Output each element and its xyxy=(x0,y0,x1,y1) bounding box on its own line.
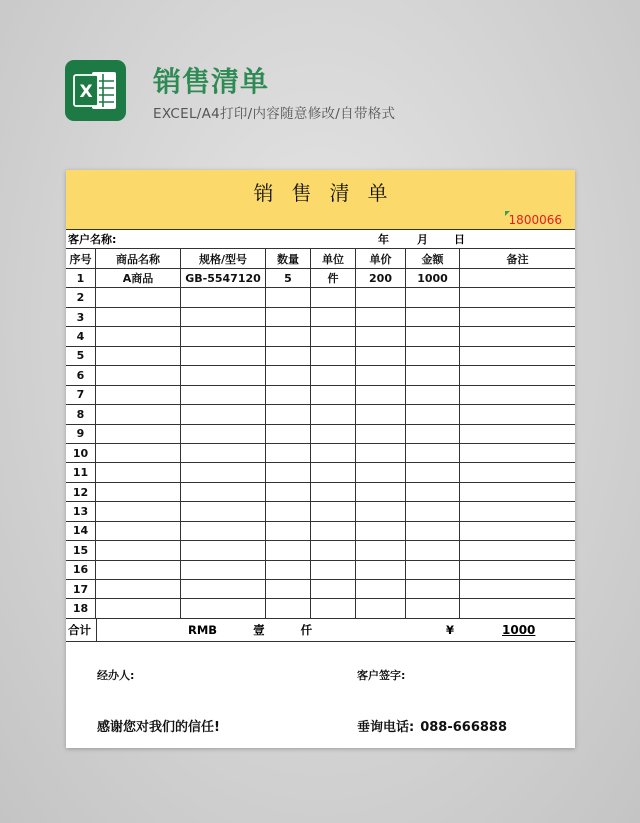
handler-label: 经办人: xyxy=(97,669,135,682)
cell-spec[interactable] xyxy=(181,561,266,579)
cell-price[interactable] xyxy=(356,288,406,306)
table-row xyxy=(66,483,575,502)
customer-name-label: 客户名称: xyxy=(68,233,117,246)
cell-product[interactable] xyxy=(96,522,181,540)
cell-spec[interactable] xyxy=(181,366,266,384)
cell-price[interactable] xyxy=(356,366,406,384)
sales-grid xyxy=(66,229,575,642)
total-currency: RMB xyxy=(188,622,218,637)
cell-qty[interactable] xyxy=(266,599,311,617)
table-row xyxy=(66,522,575,541)
total-words-2: 仟 xyxy=(300,622,313,637)
cell-remark[interactable] xyxy=(460,366,575,384)
table-row xyxy=(66,425,575,444)
cell-unit[interactable] xyxy=(311,483,356,501)
cell-price[interactable] xyxy=(356,463,406,481)
page-header xyxy=(65,60,585,122)
total-amount-words xyxy=(188,619,312,641)
table-row xyxy=(66,327,575,346)
cell-remark[interactable] xyxy=(460,327,575,345)
cell-amount[interactable]: 1000 xyxy=(406,269,460,287)
cell-unit[interactable] xyxy=(311,522,356,540)
cell-product[interactable] xyxy=(96,463,181,481)
cell-qty[interactable] xyxy=(266,347,311,365)
cell-index[interactable]: 4 xyxy=(66,327,96,345)
table-row xyxy=(66,386,575,405)
cell-qty[interactable] xyxy=(266,580,311,598)
cell-amount[interactable] xyxy=(406,483,460,501)
page-title: 销售清单 xyxy=(153,65,270,98)
table-row xyxy=(66,308,575,327)
cell-price[interactable] xyxy=(356,561,406,579)
cell-qty[interactable] xyxy=(266,541,311,559)
cell-product[interactable] xyxy=(96,327,181,345)
cell-amount[interactable] xyxy=(406,463,460,481)
cell-price[interactable] xyxy=(356,386,406,404)
cell-spec[interactable]: GB-5547120 xyxy=(181,269,266,287)
cell-unit[interactable] xyxy=(311,599,356,617)
yen-symbol: ¥ xyxy=(446,622,455,637)
cell-price[interactable] xyxy=(356,599,406,617)
cell-unit[interactable] xyxy=(311,444,356,462)
cell-qty[interactable]: 5 xyxy=(266,269,311,287)
table-row xyxy=(66,463,575,482)
cell-amount[interactable] xyxy=(406,386,460,404)
cell-amount[interactable] xyxy=(406,599,460,617)
cell-remark[interactable] xyxy=(460,405,575,423)
cell-spec[interactable] xyxy=(181,425,266,443)
cell-remark[interactable] xyxy=(460,347,575,365)
cell-amount[interactable] xyxy=(406,580,460,598)
cell-unit[interactable] xyxy=(311,288,356,306)
table-row xyxy=(66,599,575,618)
cell-amount[interactable] xyxy=(406,541,460,559)
cell-spec[interactable] xyxy=(181,347,266,365)
table-row xyxy=(66,366,575,385)
excel-logo-icon xyxy=(65,60,126,121)
cell-amount[interactable] xyxy=(406,444,460,462)
cell-price[interactable] xyxy=(356,405,406,423)
table-row xyxy=(66,288,575,307)
cell-amount[interactable] xyxy=(406,425,460,443)
cell-remark[interactable] xyxy=(460,425,575,443)
cell-price[interactable] xyxy=(356,483,406,501)
cell-remark[interactable] xyxy=(460,599,575,617)
cell-spec[interactable] xyxy=(181,308,266,326)
cell-remark[interactable] xyxy=(460,483,575,501)
cell-product[interactable]: A商品 xyxy=(96,269,181,287)
cell-product[interactable] xyxy=(96,386,181,404)
sales-list-sheet xyxy=(66,170,575,748)
cell-index[interactable]: 14 xyxy=(66,522,96,540)
cell-remark[interactable] xyxy=(460,386,575,404)
table-row xyxy=(66,561,575,580)
sheet-banner xyxy=(66,170,575,229)
cell-qty[interactable] xyxy=(266,366,311,384)
page-subtitle: EXCEL/A4打印/内容随意修改/自带格式 xyxy=(153,106,396,122)
total-divider xyxy=(96,619,97,641)
cell-spec[interactable] xyxy=(181,580,266,598)
cell-index[interactable]: 2 xyxy=(66,288,96,306)
cell-spec[interactable] xyxy=(181,463,266,481)
cell-spec[interactable] xyxy=(181,599,266,617)
cell-remark[interactable] xyxy=(460,308,575,326)
cell-qty[interactable] xyxy=(266,463,311,481)
cell-unit[interactable] xyxy=(311,347,356,365)
cell-price[interactable] xyxy=(356,308,406,326)
cell-price[interactable] xyxy=(356,522,406,540)
cell-price[interactable] xyxy=(356,502,406,520)
cell-product[interactable] xyxy=(96,288,181,306)
cell-product[interactable] xyxy=(96,580,181,598)
sheet-title: 销售清单 xyxy=(253,181,406,205)
cell-index[interactable]: 1 xyxy=(66,269,96,287)
cell-remark[interactable] xyxy=(460,522,575,540)
cell-remark[interactable] xyxy=(460,502,575,520)
cell-unit[interactable] xyxy=(311,327,356,345)
cell-remark[interactable] xyxy=(460,269,575,287)
cell-product[interactable] xyxy=(96,444,181,462)
total-words-1: 壹 xyxy=(253,622,265,637)
cell-spec[interactable] xyxy=(181,483,266,501)
table-row xyxy=(66,541,575,560)
cell-amount[interactable] xyxy=(406,347,460,365)
sheet-footer xyxy=(66,648,575,748)
cell-spec[interactable] xyxy=(181,405,266,423)
cell-spec[interactable] xyxy=(181,386,266,404)
thanks-message: 感谢您对我们的信任! xyxy=(97,720,220,735)
cell-unit[interactable] xyxy=(311,463,356,481)
cell-spec[interactable] xyxy=(181,541,266,559)
cell-index[interactable]: 16 xyxy=(66,561,96,579)
cell-remark[interactable] xyxy=(460,463,575,481)
phone-label: 垂询电话: xyxy=(357,720,415,735)
cell-product[interactable] xyxy=(96,502,181,520)
cell-index[interactable]: 11 xyxy=(66,463,96,481)
table-row xyxy=(66,347,575,366)
cell-spec[interactable] xyxy=(181,522,266,540)
cell-index[interactable]: 5 xyxy=(66,347,96,365)
cell-qty[interactable] xyxy=(266,327,311,345)
col-header-product: 商品名称 xyxy=(96,249,181,268)
customer-row xyxy=(66,229,575,249)
cell-unit[interactable] xyxy=(311,425,356,443)
doc-number[interactable]: 1800066 xyxy=(508,213,562,227)
col-header-price: 单价 xyxy=(356,249,406,268)
cell-amount[interactable] xyxy=(406,522,460,540)
cell-index[interactable]: 18 xyxy=(66,599,96,617)
cell-qty[interactable] xyxy=(266,405,311,423)
cell-product[interactable] xyxy=(96,425,181,443)
date-year-label: 年 xyxy=(378,233,389,246)
cell-amount[interactable] xyxy=(406,366,460,384)
cell-amount[interactable] xyxy=(406,502,460,520)
cell-product[interactable] xyxy=(96,599,181,617)
col-header-remark: 备注 xyxy=(506,252,529,266)
cell-qty[interactable] xyxy=(266,308,311,326)
cell-qty[interactable] xyxy=(266,288,311,306)
table-body xyxy=(66,269,575,619)
cell-price[interactable] xyxy=(356,444,406,462)
cell-product[interactable] xyxy=(96,308,181,326)
cell-unit[interactable] xyxy=(311,405,356,423)
cell-index[interactable]: 10 xyxy=(66,444,96,462)
cell-product[interactable] xyxy=(96,561,181,579)
cell-unit[interactable] xyxy=(311,561,356,579)
cell-spec[interactable] xyxy=(181,444,266,462)
cell-index[interactable]: 17 xyxy=(66,580,96,598)
col-header-spec: 规格/型号 xyxy=(181,249,266,268)
cell-price[interactable] xyxy=(356,580,406,598)
cell-product[interactable] xyxy=(96,405,181,423)
cell-spec[interactable] xyxy=(181,502,266,520)
cell-spec[interactable] xyxy=(181,288,266,306)
table-row xyxy=(66,580,575,599)
col-header-index: 序号 xyxy=(66,249,96,268)
cell-index[interactable]: 9 xyxy=(66,425,96,443)
table-row xyxy=(66,269,575,288)
cell-product[interactable] xyxy=(96,347,181,365)
cell-index[interactable]: 15 xyxy=(66,541,96,559)
cell-remark[interactable] xyxy=(460,561,575,579)
cell-price[interactable] xyxy=(356,541,406,559)
customer-sign-label: 客户签字: xyxy=(357,669,406,682)
cell-index[interactable]: 12 xyxy=(66,483,96,501)
cell-index[interactable]: 6 xyxy=(66,366,96,384)
table-row xyxy=(66,405,575,424)
col-header-qty: 数量 xyxy=(266,249,311,268)
cell-amount[interactable] xyxy=(406,308,460,326)
table-row xyxy=(66,444,575,463)
cell-qty[interactable] xyxy=(266,386,311,404)
cell-qty[interactable] xyxy=(266,561,311,579)
phone-line xyxy=(357,716,507,735)
cell-amount[interactable] xyxy=(406,405,460,423)
cell-amount[interactable] xyxy=(406,561,460,579)
cell-remark[interactable] xyxy=(460,541,575,559)
date-fields xyxy=(378,230,465,248)
table-header-row xyxy=(66,249,575,269)
phone-number[interactable]: 088-666888 xyxy=(420,720,508,735)
logo-letter: X xyxy=(79,82,93,102)
cell-remark[interactable] xyxy=(460,580,575,598)
date-day-label: 日 xyxy=(454,233,465,246)
cell-unit[interactable] xyxy=(311,580,356,598)
total-row xyxy=(66,619,575,642)
date-month-label: 月 xyxy=(417,233,428,246)
cell-price[interactable] xyxy=(356,425,406,443)
cell-index[interactable]: 13 xyxy=(66,502,96,520)
cell-unit[interactable] xyxy=(311,308,356,326)
cell-spec[interactable] xyxy=(181,327,266,345)
cell-qty[interactable] xyxy=(266,522,311,540)
cell-unit[interactable] xyxy=(311,502,356,520)
cell-amount[interactable] xyxy=(406,288,460,306)
cell-product[interactable] xyxy=(96,483,181,501)
cell-remark[interactable] xyxy=(460,444,575,462)
col-header-amount: 金额 xyxy=(406,249,460,268)
cell-amount[interactable] xyxy=(406,327,460,345)
cell-unit[interactable] xyxy=(311,386,356,404)
cell-index[interactable]: 8 xyxy=(66,405,96,423)
cell-remark[interactable] xyxy=(460,288,575,306)
cell-price[interactable] xyxy=(356,347,406,365)
cell-qty[interactable] xyxy=(266,502,311,520)
cell-unit[interactable]: 件 xyxy=(311,269,356,287)
cell-price[interactable] xyxy=(356,327,406,345)
cell-qty[interactable] xyxy=(266,425,311,443)
cell-index[interactable]: 3 xyxy=(66,308,96,326)
cell-index[interactable]: 7 xyxy=(66,386,96,404)
cell-qty[interactable] xyxy=(266,444,311,462)
cell-qty[interactable] xyxy=(266,483,311,501)
total-amount[interactable]: 1000 xyxy=(502,622,536,637)
cell-product[interactable] xyxy=(96,541,181,559)
table-row xyxy=(66,502,575,521)
col-header-unit: 单位 xyxy=(311,249,356,268)
total-label: 合计 xyxy=(68,622,91,637)
cell-price[interactable]: 200 xyxy=(356,269,406,287)
cell-unit[interactable] xyxy=(311,366,356,384)
cell-unit[interactable] xyxy=(311,541,356,559)
cell-product[interactable] xyxy=(96,366,181,384)
